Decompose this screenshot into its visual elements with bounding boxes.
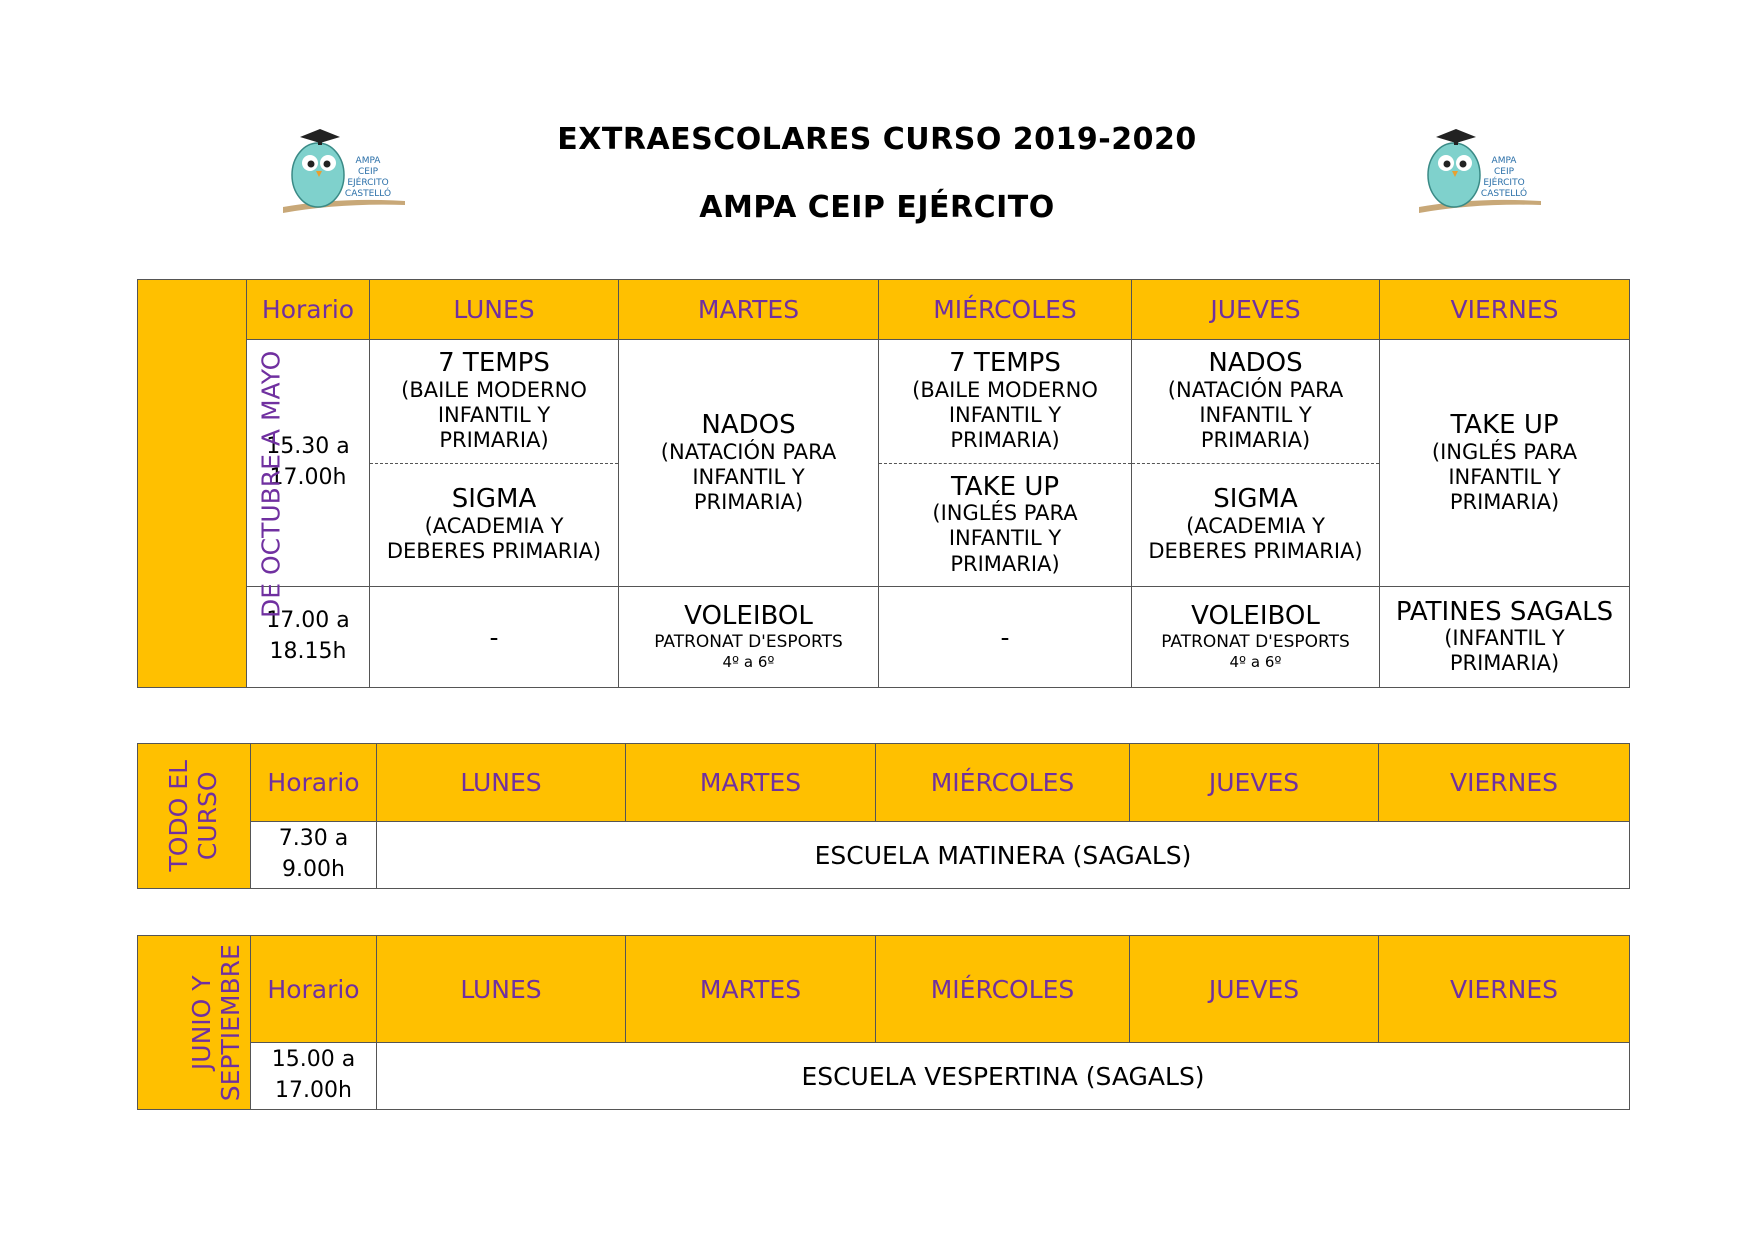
horario-header: Horario xyxy=(247,280,370,340)
svg-text:CASTELLÓ: CASTELLÓ xyxy=(344,189,392,199)
activity-sigma: SIGMA (ACADEMIA Y DEBERES PRIMARIA) xyxy=(1148,484,1363,564)
page-title: EXTRAESCOLARES CURSO 2019-2020 xyxy=(557,122,1197,157)
activity-take-up: TAKE UP (INGLÉS PARA INFANTIL Y PRIMARIA) xyxy=(932,471,1078,576)
cell-martes-slot2: VOLEIBOL PATRONAT D'ESPORTS 4º a 6º xyxy=(619,587,879,688)
time-slot-1: 15.30 a 17.00h xyxy=(247,340,370,587)
activity-nados: NADOS (NATACIÓN PARA INFANTIL Y PRIMARIA) xyxy=(1132,340,1379,464)
day-header-jueves: JUEVES xyxy=(1130,744,1379,822)
cell-viernes-slot1: TAKE UP (INGLÉS PARA INFANTIL Y PRIMARIA) xyxy=(1380,340,1630,587)
cell-lunes-slot1 xyxy=(370,340,619,587)
cell-lunes-slot2: - xyxy=(370,587,619,688)
activity-sigma: SIGMA (ACADEMIA Y DEBERES PRIMARIA) xyxy=(386,484,602,564)
svg-text:CASTELLÓ: CASTELLÓ xyxy=(1480,189,1528,199)
activity-7temps: 7 TEMPS (BAILE MODERNO INFANTIL Y PRIMARIA) xyxy=(879,340,1131,464)
time-slot: 15.00 a 17.00h xyxy=(251,1043,377,1110)
cell-miercoles-slot2: - xyxy=(879,587,1132,688)
day-header-jueves: JUEVES xyxy=(1132,280,1380,340)
day-header-viernes: VIERNES xyxy=(1380,280,1630,340)
svg-text:CEIP: CEIP xyxy=(357,167,379,177)
owl-logo-left xyxy=(280,125,410,225)
day-header-lunes: LUNES xyxy=(370,280,619,340)
day-header-lunes: LUNES xyxy=(377,744,626,822)
cell-jueves-slot2: VOLEIBOL PATRONAT D'ESPORTS 4º a 6º xyxy=(1132,587,1380,688)
svg-text:EJÉRCITO: EJÉRCITO xyxy=(347,178,389,188)
day-header-miercoles: MIÉRCOLES xyxy=(876,744,1130,822)
svg-text:CEIP: CEIP xyxy=(1493,167,1515,177)
period-label: JUNIO Y SEPTIEMBRE xyxy=(138,936,251,1110)
day-header-miercoles: MIÉRCOLES xyxy=(876,936,1130,1043)
period-label: DE OCTUBRE A MAYO xyxy=(138,280,247,688)
day-header-martes: MARTES xyxy=(619,280,879,340)
time-slot-2: 17.00 a 18.15h xyxy=(247,587,370,688)
day-header-martes: MARTES xyxy=(626,744,876,822)
horario-header: Horario xyxy=(251,936,377,1043)
day-header-miercoles: MIÉRCOLES xyxy=(879,280,1132,340)
owl-logo-right xyxy=(1416,125,1546,225)
schedule-october-may xyxy=(137,279,1630,688)
svg-text:AMPA: AMPA xyxy=(355,156,381,166)
activity-7temps: 7 TEMPS (BAILE MODERNO INFANTIL Y PRIMARIA) xyxy=(370,340,618,464)
period-label: TODO EL CURSO xyxy=(138,744,251,889)
cell-viernes-slot2: PATINES SAGALS (INFANTIL Y PRIMARIA) xyxy=(1380,587,1630,688)
activity-escuela-vespertina: ESCUELA VESPERTINA (SAGALS) xyxy=(377,1043,1630,1110)
page-subtitle: AMPA CEIP EJÉRCITO xyxy=(699,190,1055,225)
day-header-viernes: VIERNES xyxy=(1379,744,1630,822)
schedule-junio-septiembre xyxy=(137,935,1630,1110)
day-header-viernes: VIERNES xyxy=(1379,936,1630,1043)
cell-jueves-slot1 xyxy=(1132,340,1380,587)
activity-escuela-matinera: ESCUELA MATINERA (SAGALS) xyxy=(377,822,1630,889)
cell-miercoles-slot1 xyxy=(879,340,1132,587)
cell-martes-slot1: NADOS (NATACIÓN PARA INFANTIL Y PRIMARIA) xyxy=(619,340,879,587)
time-slot: 7.30 a 9.00h xyxy=(251,822,377,889)
day-header-martes: MARTES xyxy=(626,936,876,1043)
svg-text:EJÉRCITO: EJÉRCITO xyxy=(1483,178,1525,188)
day-header-jueves: JUEVES xyxy=(1130,936,1379,1043)
svg-text:AMPA: AMPA xyxy=(1491,156,1517,166)
horario-header: Horario xyxy=(251,744,377,822)
day-header-lunes: LUNES xyxy=(377,936,626,1043)
schedule-todo-el-curso xyxy=(137,743,1630,889)
